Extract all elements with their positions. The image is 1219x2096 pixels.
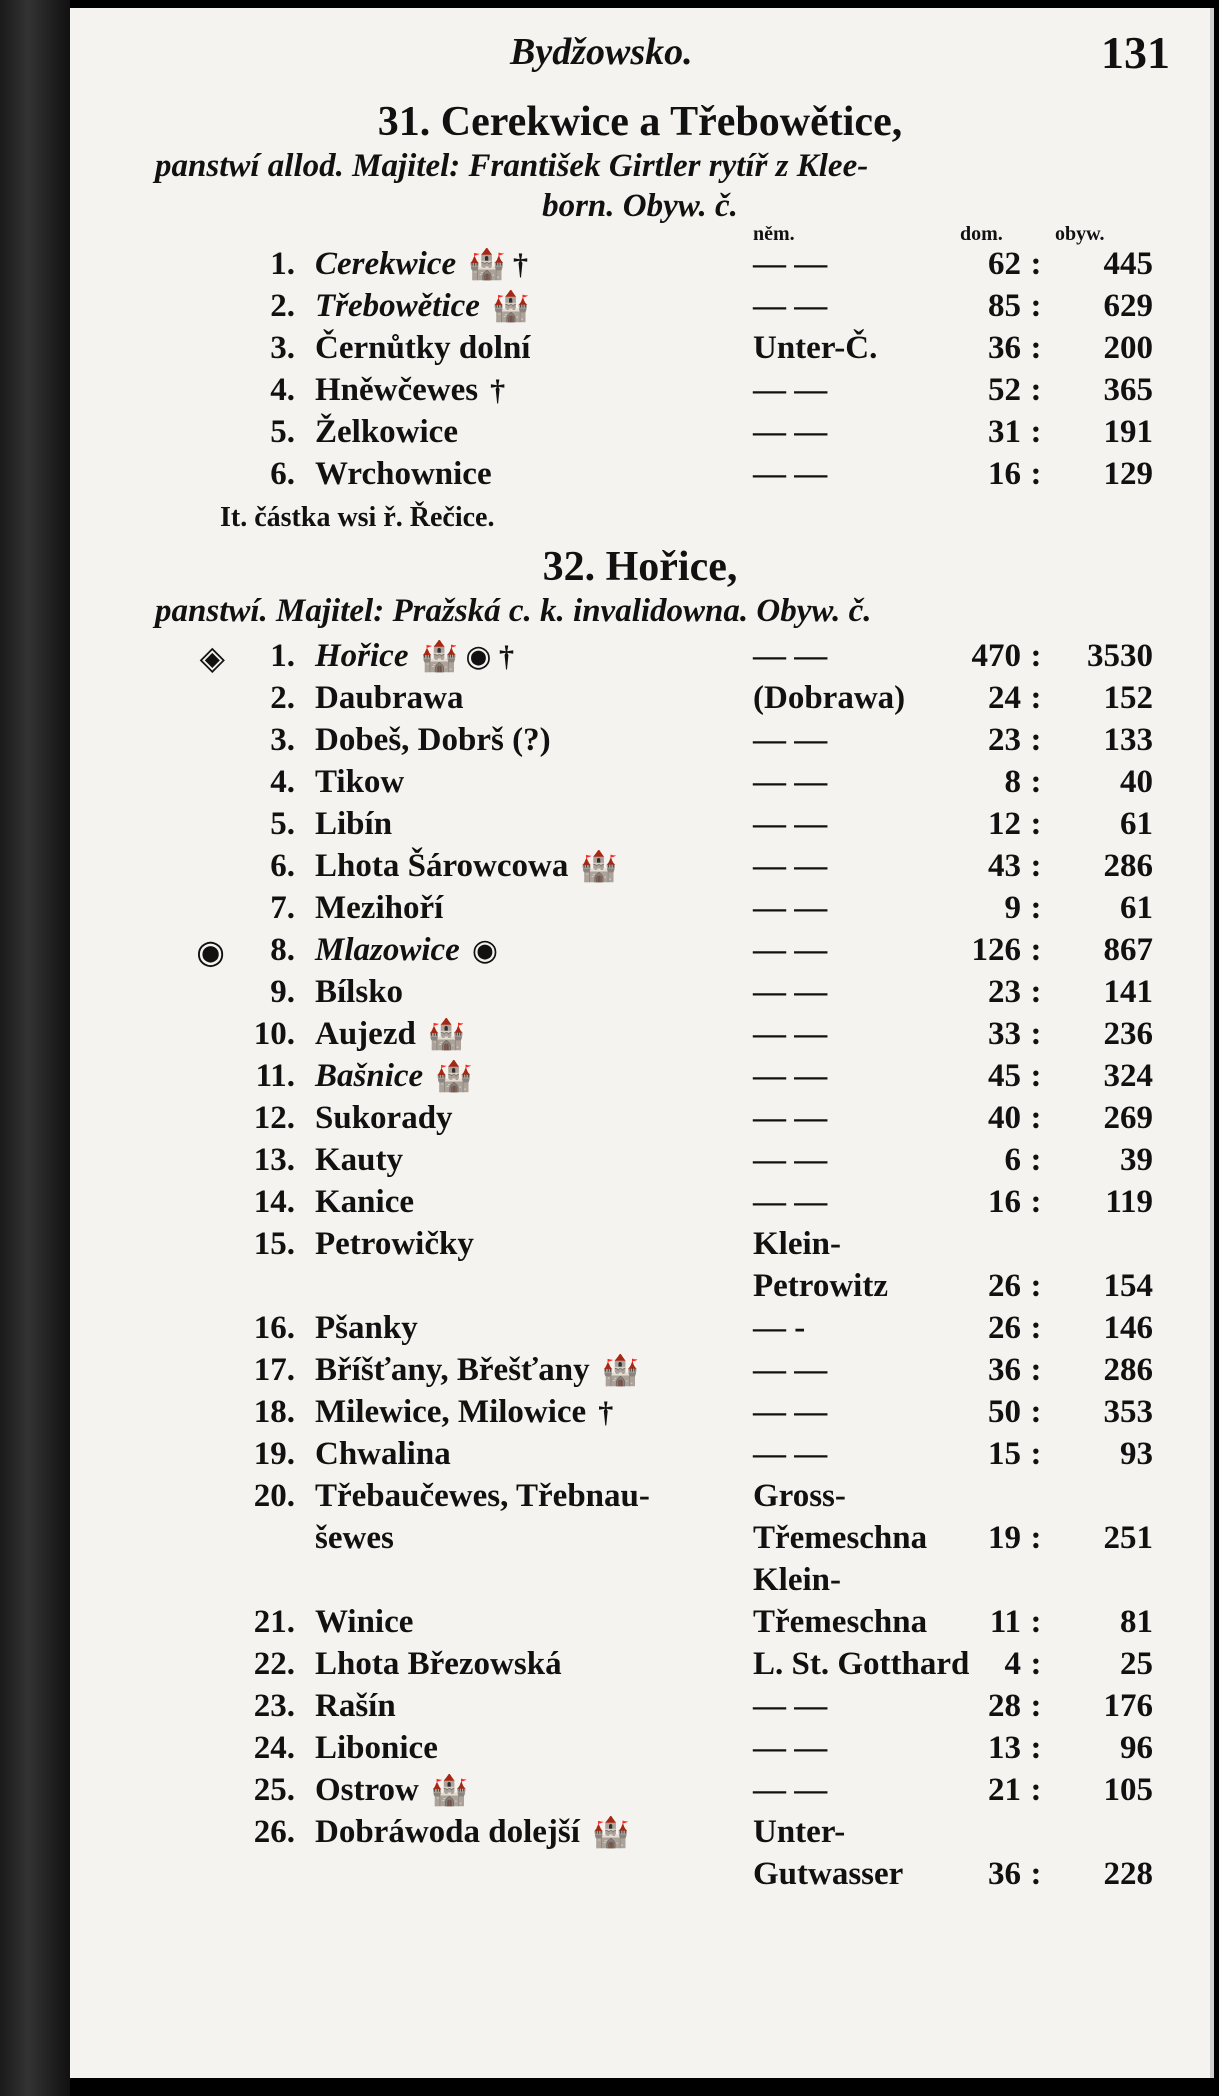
german-name: — — (753, 1058, 828, 1094)
german-name: Gross- (753, 1478, 846, 1514)
house-count: 16 (988, 456, 1021, 492)
table-row (155, 1100, 1165, 1142)
house-count: 12 (988, 806, 1021, 842)
ratio-separator: : (1030, 974, 1042, 1010)
house-count: 11 (989, 1604, 1021, 1640)
inhabitant-count: 176 (1103, 1688, 1153, 1724)
table-row (155, 890, 1165, 932)
row-number: 5. (270, 414, 295, 450)
german-name: Třemeschna (753, 1520, 928, 1556)
col-header-houses: dom. (960, 223, 1003, 245)
ratio-separator: : (1030, 456, 1042, 492)
place-name: Rašín (315, 1688, 396, 1724)
ratio-separator: : (1030, 1100, 1042, 1136)
table-row (155, 330, 1165, 372)
ratio-separator: : (1030, 1184, 1042, 1220)
row-number: 10. (253, 1016, 295, 1052)
table-row (155, 372, 1165, 414)
book-page (70, 8, 1214, 2078)
table-row (155, 1562, 1165, 1604)
row-number: 5. (270, 806, 295, 842)
place-name: Lhota Březowská (315, 1646, 562, 1682)
table-row (155, 1604, 1165, 1646)
inhabitant-count: 191 (1103, 414, 1153, 450)
ratio-separator: : (1030, 1604, 1042, 1640)
place-name: Milewice, Milowice † (315, 1394, 614, 1430)
inhabitant-count: 3530 (1087, 638, 1153, 674)
ratio-separator: : (1030, 1268, 1042, 1304)
german-name: — — (753, 974, 828, 1010)
map-symbols-icon: 🏰 (435, 1060, 473, 1093)
inhabitant-count: 324 (1103, 1058, 1153, 1094)
german-name: Unter- (753, 1814, 846, 1850)
house-count: 50 (988, 1394, 1021, 1430)
place-name: Tikow (315, 764, 405, 800)
ratio-separator: : (1030, 1520, 1042, 1556)
ratio-separator: : (1030, 722, 1042, 758)
section-31-title: 31. Cerekwice a Třebowětice, (377, 99, 903, 145)
place-name: Černůtky dolní (315, 330, 531, 366)
table-row (155, 1184, 1165, 1226)
house-count: 33 (988, 1016, 1021, 1052)
german-name: — — (753, 722, 828, 758)
row-marker-symbol: ◉ (196, 935, 225, 971)
table-row (155, 1478, 1165, 1520)
place-name: Třebaučewes, Třebnau- (315, 1478, 650, 1514)
german-name: — — (753, 1688, 828, 1724)
row-number: 13. (253, 1142, 295, 1178)
place-name: Bílsko (315, 974, 404, 1010)
ratio-separator: : (1030, 1730, 1042, 1766)
place-name: Dobeš, Dobrš (?) (315, 722, 551, 758)
inhabitant-count: 105 (1103, 1772, 1153, 1808)
inhabitant-count: 200 (1103, 330, 1153, 366)
table-row (155, 288, 1165, 330)
german-name: — — (753, 1142, 828, 1178)
inhabitant-count: 129 (1103, 456, 1153, 492)
german-name: Klein- (753, 1562, 841, 1598)
german-name: — — (753, 414, 828, 450)
german-name: — - (753, 1310, 806, 1346)
german-name: — — (753, 1394, 828, 1430)
place-name: Dobráwoda dolejší 🏰 (315, 1814, 630, 1850)
row-number: 7. (270, 890, 295, 926)
house-count: 23 (988, 974, 1021, 1010)
place-name: Cerekwice 🏰 † (315, 246, 528, 282)
ratio-separator: : (1030, 1016, 1042, 1052)
house-count: 19 (988, 1520, 1021, 1556)
table-row (155, 638, 1165, 680)
german-name: — — (753, 1772, 828, 1808)
house-count: 31 (988, 414, 1021, 450)
house-count: 23 (988, 722, 1021, 758)
table-row (155, 806, 1165, 848)
inhabitant-count: 141 (1103, 974, 1153, 1010)
row-number: 11. (255, 1058, 295, 1094)
inhabitant-count: 152 (1103, 680, 1153, 716)
row-number: 1. (270, 246, 295, 282)
table-row (155, 1058, 1165, 1100)
table-row (155, 1226, 1165, 1268)
ratio-separator: : (1030, 1436, 1042, 1472)
place-name: Hněwčewes † (315, 372, 506, 408)
row-number: 6. (270, 456, 295, 492)
inhabitant-count: 81 (1120, 1604, 1153, 1640)
row-number: 8. (270, 932, 295, 968)
german-name: — — (753, 764, 828, 800)
row-number: 3. (270, 330, 295, 366)
col-header-german: něm. (753, 223, 795, 245)
german-name: Petrowitz (753, 1268, 888, 1304)
place-name: Pšanky (315, 1310, 418, 1346)
row-number: 17. (253, 1352, 295, 1388)
german-name: L. St. Gotthard (753, 1646, 970, 1682)
table-row (155, 932, 1165, 974)
place-name: Libonice (315, 1730, 438, 1766)
row-number: 19. (253, 1436, 295, 1472)
house-count: 52 (988, 372, 1021, 408)
inhabitant-count: 146 (1103, 1310, 1153, 1346)
inhabitant-count: 353 (1103, 1394, 1153, 1430)
table-row (155, 1394, 1165, 1436)
house-count: 45 (988, 1058, 1021, 1094)
map-symbols-icon: 🏰 † (468, 248, 528, 281)
row-number: 14. (253, 1184, 295, 1220)
section-31-info-1: panstwí allod. Majitel: František Girtler rytíř z Klee- (155, 148, 869, 184)
ratio-separator: : (1030, 372, 1042, 408)
house-count: 6 (1004, 1142, 1021, 1178)
german-name: — — (753, 848, 828, 884)
page-number: 131 (1101, 27, 1170, 78)
place-name: šewes (315, 1520, 394, 1556)
col-header-inhabitants: obyw. (1055, 223, 1105, 245)
place-name: Petrowičky (315, 1226, 474, 1262)
place-name: Mlazowice ◉ (315, 932, 499, 968)
house-count: 36 (988, 1352, 1021, 1388)
inhabitant-count: 228 (1103, 1856, 1153, 1892)
place-name: Wrchownice (315, 456, 492, 492)
german-name: — — (753, 1436, 828, 1472)
inhabitant-count: 39 (1120, 1142, 1153, 1178)
house-count: 8 (1004, 764, 1021, 800)
running-head: Bydžowsko. (510, 31, 693, 73)
german-name: — — (753, 932, 828, 968)
row-number: 22. (253, 1646, 295, 1682)
ratio-separator: : (1030, 638, 1042, 674)
row-marker-symbol: ◈ (199, 641, 225, 677)
ratio-separator: : (1030, 890, 1042, 926)
place-name: Lhota Šárowcowa 🏰 (315, 848, 618, 884)
map-symbols-icon: 🏰 (430, 1774, 469, 1807)
house-count: 21 (988, 1772, 1021, 1808)
ratio-separator: : (1030, 1058, 1042, 1094)
german-name: Třemeschna (753, 1604, 928, 1640)
table-row (155, 848, 1165, 890)
house-count: 9 (1004, 890, 1021, 926)
book-spine-shadow (0, 0, 70, 2096)
ratio-separator: : (1030, 848, 1042, 884)
inhabitant-count: 286 (1103, 1352, 1153, 1388)
page-header (70, 27, 1210, 90)
inhabitant-count: 25 (1120, 1646, 1153, 1682)
ratio-separator: : (1030, 1856, 1042, 1892)
row-number: 1. (270, 638, 295, 674)
table-row (155, 246, 1165, 288)
row-number: 18. (253, 1394, 295, 1430)
inhabitant-count: 119 (1105, 1184, 1153, 1220)
german-name: — — (753, 1100, 828, 1136)
place-name: Winice (315, 1604, 414, 1640)
german-name: — — (753, 806, 828, 842)
row-number: 23. (253, 1688, 295, 1724)
table-row (155, 414, 1165, 456)
section-32-title: 32. Hořice, (542, 544, 738, 590)
german-name: Unter-Č. (753, 330, 878, 366)
section-31-info-2: born. Obyw. č. (542, 188, 738, 224)
inhabitant-count: 251 (1103, 1520, 1153, 1556)
german-name: — — (753, 246, 828, 282)
house-count: 24 (988, 680, 1021, 716)
ratio-separator: : (1030, 1772, 1042, 1808)
row-number: 9. (270, 974, 295, 1010)
table-row (155, 1730, 1165, 1772)
inhabitant-count: 40 (1120, 764, 1153, 800)
ratio-separator: : (1030, 1394, 1042, 1430)
map-symbols-icon: † (490, 374, 506, 407)
row-number: 21. (253, 1604, 295, 1640)
map-symbols-icon: † (598, 1396, 614, 1429)
place-name: Aujezd 🏰 (315, 1016, 466, 1052)
house-count: 4 (1004, 1646, 1021, 1682)
table-row (155, 1520, 1165, 1562)
german-name: — — (753, 288, 828, 324)
table-row (155, 1016, 1165, 1058)
row-number: 2. (270, 288, 295, 324)
place-name: Želkowice (315, 414, 458, 450)
house-count: 16 (988, 1184, 1021, 1220)
table-row (155, 1856, 1165, 1898)
german-name: (Dobrawa) (753, 680, 906, 716)
map-symbols-icon: 🏰 (601, 1354, 639, 1387)
table-row (155, 1310, 1165, 1352)
table-row (155, 1268, 1165, 1310)
table-row (155, 1142, 1165, 1184)
ratio-separator: : (1030, 1142, 1042, 1178)
german-name: — — (753, 1184, 828, 1220)
row-number: 2. (270, 680, 295, 716)
house-count: 126 (971, 932, 1021, 968)
inhabitant-count: 445 (1103, 246, 1153, 282)
map-symbols-icon: 🏰 ◉ † (420, 640, 515, 673)
section-32-info-1: panstwí. Majitel: Pražská c. k. invalidowna. Obyw. č. (155, 593, 872, 629)
place-name: Třebowětice 🏰 (315, 288, 530, 324)
house-count: 85 (988, 288, 1021, 324)
house-count: 26 (988, 1310, 1021, 1346)
ratio-separator: : (1030, 1688, 1042, 1724)
inhabitant-count: 154 (1103, 1268, 1153, 1304)
table-row (155, 456, 1165, 498)
german-name: — — (753, 890, 828, 926)
inhabitant-count: 133 (1103, 722, 1153, 758)
table-row (155, 974, 1165, 1016)
inhabitant-count: 629 (1103, 288, 1153, 324)
ratio-separator: : (1030, 246, 1042, 282)
german-name: — — (753, 1016, 828, 1052)
ratio-separator: : (1030, 288, 1042, 324)
row-number: 3. (270, 722, 295, 758)
map-symbols-icon: 🏰 (591, 1816, 630, 1849)
place-name: Kanice (315, 1184, 414, 1220)
house-count: 28 (988, 1688, 1021, 1724)
place-name: Ostrow 🏰 (315, 1772, 469, 1808)
house-count: 36 (988, 1856, 1021, 1892)
inhabitant-count: 61 (1120, 890, 1153, 926)
table-row (155, 1436, 1165, 1478)
table-row (155, 764, 1165, 806)
row-number: 25. (253, 1772, 295, 1808)
house-count: 15 (988, 1436, 1021, 1472)
place-name: Chwalina (315, 1436, 451, 1472)
ratio-separator: : (1030, 1646, 1042, 1682)
row-number: 6. (270, 848, 295, 884)
table-row (155, 1646, 1165, 1688)
inhabitant-count: 365 (1103, 372, 1153, 408)
ratio-separator: : (1030, 330, 1042, 366)
row-number: 20. (253, 1478, 295, 1514)
place-name: Kauty (315, 1142, 404, 1178)
place-name: Mezihoří (315, 890, 444, 926)
german-name: Gutwasser (753, 1856, 904, 1892)
ratio-separator: : (1030, 680, 1042, 716)
table-row (155, 722, 1165, 764)
house-count: 43 (988, 848, 1021, 884)
table-row (155, 680, 1165, 722)
german-name: — — (753, 1730, 828, 1766)
row-number: 4. (270, 764, 295, 800)
table-row (155, 1688, 1165, 1730)
inhabitant-count: 61 (1120, 806, 1153, 842)
map-symbols-icon: ◉ (471, 934, 499, 967)
house-count: 36 (988, 330, 1021, 366)
house-count: 40 (988, 1100, 1021, 1136)
ratio-separator: : (1030, 1352, 1042, 1388)
place-name: Bašnice 🏰 (315, 1058, 473, 1094)
german-name: — — (753, 456, 828, 492)
german-name: — — (753, 638, 828, 674)
place-name: Daubrawa (315, 680, 464, 716)
place-name: Libín (315, 806, 393, 842)
map-symbols-icon: 🏰 (427, 1018, 466, 1051)
row-number: 4. (270, 372, 295, 408)
house-count: 62 (988, 246, 1021, 282)
inhabitant-count: 867 (1103, 932, 1153, 968)
row-number: 15. (253, 1226, 295, 1262)
place-name: Bříšťany, Břešťany 🏰 (315, 1352, 639, 1388)
row-number: 16. (253, 1310, 295, 1346)
table-row (155, 1814, 1165, 1856)
table-row (155, 1772, 1165, 1814)
inhabitant-count: 286 (1103, 848, 1153, 884)
ratio-separator: : (1030, 414, 1042, 450)
row-number: 24. (253, 1730, 295, 1766)
row-number: 26. (253, 1814, 295, 1850)
german-name: Klein- (753, 1226, 841, 1262)
german-name: — — (753, 372, 828, 408)
section-31-note: It. částka wsi ř. Řečice. (220, 502, 495, 533)
house-count: 26 (988, 1268, 1021, 1304)
place-name: Sukorady (315, 1100, 453, 1136)
ratio-separator: : (1030, 764, 1042, 800)
place-name: Hořice 🏰 ◉ † (315, 638, 515, 674)
ratio-separator: : (1030, 1310, 1042, 1346)
house-count: 13 (988, 1730, 1021, 1766)
inhabitant-count: 269 (1103, 1100, 1153, 1136)
ratio-separator: : (1030, 932, 1042, 968)
inhabitant-count: 96 (1120, 1730, 1153, 1766)
ratio-separator: : (1030, 806, 1042, 842)
inhabitant-count: 93 (1120, 1436, 1153, 1472)
map-symbols-icon: 🏰 (491, 290, 530, 323)
table-row (155, 1352, 1165, 1394)
map-symbols-icon: 🏰 (580, 850, 618, 883)
house-count: 470 (971, 638, 1021, 674)
inhabitant-count: 236 (1103, 1016, 1153, 1052)
german-name: — — (753, 1352, 828, 1388)
row-number: 12. (253, 1100, 295, 1136)
